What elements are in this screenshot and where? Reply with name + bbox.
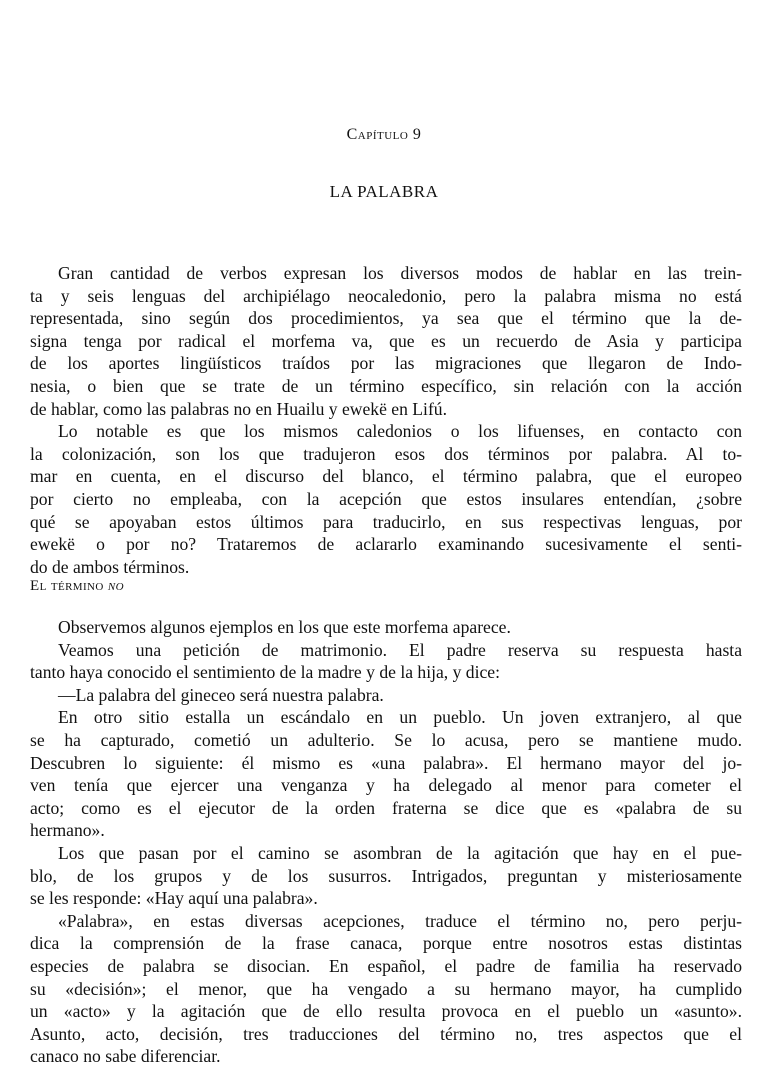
text-line: tanto haya conocido el sentimiento de la madre y de la hija, y dice: bbox=[30, 662, 500, 683]
text-line: Lo notable es que los mismos caledonios o los lifuenses, en contacto con bbox=[58, 421, 742, 442]
text-line: por cierto no empleaba, con la acepción que estos insulares entendían, ¿sobre bbox=[30, 488, 742, 509]
text-line: Gran cantidad de verbos expresan los diversos modos de hablar en las trein- bbox=[58, 263, 742, 283]
text-line: nesia, o bien que se trate de un término específico, sin relación con la acción bbox=[30, 375, 742, 396]
chapter-label: Capítulo 9 bbox=[346, 126, 422, 143]
text-line: blo, de los grupos y de los susurros. Intrigados, preguntan y misteriosamente bbox=[30, 865, 742, 886]
text-line: dica la comprensión de la frase canaca, porque entre nosotros estas distintas bbox=[30, 933, 742, 954]
text-line: se les responde: «Hay aquí una palabra». bbox=[30, 888, 318, 909]
text-line: signa tenga por radical el morfema va, que es un recuerdo de Asia y participa bbox=[30, 330, 742, 351]
text-line: mar en cuenta, en el discurso del blanco, el término palabra, que el europeo bbox=[30, 466, 742, 487]
text-line: ven tenía que ejercer una venganza y ha delegado al menor para cometer el bbox=[30, 775, 742, 796]
text-line: ewekë o por no? Trataremos de aclararlo examinando sucesivamente el senti- bbox=[30, 534, 742, 555]
text-line: acto; como es el ejecutor de la orden fraterna se dice que es «palabra de su bbox=[30, 797, 742, 818]
text-line: Veamos una petición de matrimonio. El padre reserva su respuesta hasta bbox=[58, 639, 742, 660]
text-line: Los que pasan por el camino se asombran de la agitación que hay en el pue- bbox=[58, 842, 742, 863]
section-heading-prefix: El término bbox=[30, 578, 108, 594]
text-line: qué se apoyaban estos últimos para traducirlo, en sus respectivas lenguas, por bbox=[30, 511, 742, 532]
text-line: de hablar, como las palabras no en Huailu y ewekë en Lifú. bbox=[30, 398, 447, 419]
chapter-title: LA PALABRA bbox=[329, 182, 439, 201]
intro-text-block bbox=[30, 262, 742, 578]
text-line: se ha capturado, cometió un adulterio. Se lo acusa, pero se mantiene mudo. bbox=[30, 729, 742, 750]
text-line: de los aportes lingüísticos traídos por las migraciones que llegaron de Indo- bbox=[30, 353, 742, 374]
text-line: En otro sitio estalla un escándalo en un pueblo. Un joven extranjero, al que bbox=[58, 707, 742, 728]
section-heading-term: no bbox=[107, 578, 124, 594]
text-line: «Palabra», en estas diversas acepciones, traduce el término no, pero perju- bbox=[58, 910, 742, 931]
text-line: Descubren lo siguiente: él mismo es «una palabra». El hermano mayor del jo- bbox=[30, 752, 742, 773]
text-line: Observemos algunos ejemplos en los que este morfema aparece. bbox=[58, 617, 511, 637]
text-line: representada, sino según dos procedimientos, ya sea que el término que la de- bbox=[30, 308, 742, 329]
text-line: ta y seis lenguas del archipiélago neocaledonio, pero la palabra misma no está bbox=[30, 285, 742, 306]
text-line: hermano». bbox=[30, 820, 105, 841]
text-line: —La palabra del gineceo será nuestra palabra. bbox=[58, 684, 384, 705]
text-line: la colonización, son los que tradujeron esos dos términos por palabra. Al to- bbox=[30, 443, 742, 464]
text-line: su «decisión»; el menor, que ha vengado a su hermano mayor, ha cumplido bbox=[30, 978, 742, 999]
text-line: un «acto» y la agitación que de ello resulta provoca en el pueblo un «asunto». bbox=[30, 1001, 742, 1022]
text-line: canaco no sabe diferenciar. bbox=[30, 1046, 221, 1067]
text-line: do de ambos términos. bbox=[30, 556, 190, 577]
section-text-block bbox=[30, 616, 742, 1068]
section-heading bbox=[30, 578, 124, 595]
text-line: especies de palabra se disocian. En español, el padre de familia ha reservado bbox=[30, 955, 742, 976]
text-line: Asunto, acto, decisión, tres traducciones del término no, tres aspectos que el bbox=[30, 1023, 742, 1044]
